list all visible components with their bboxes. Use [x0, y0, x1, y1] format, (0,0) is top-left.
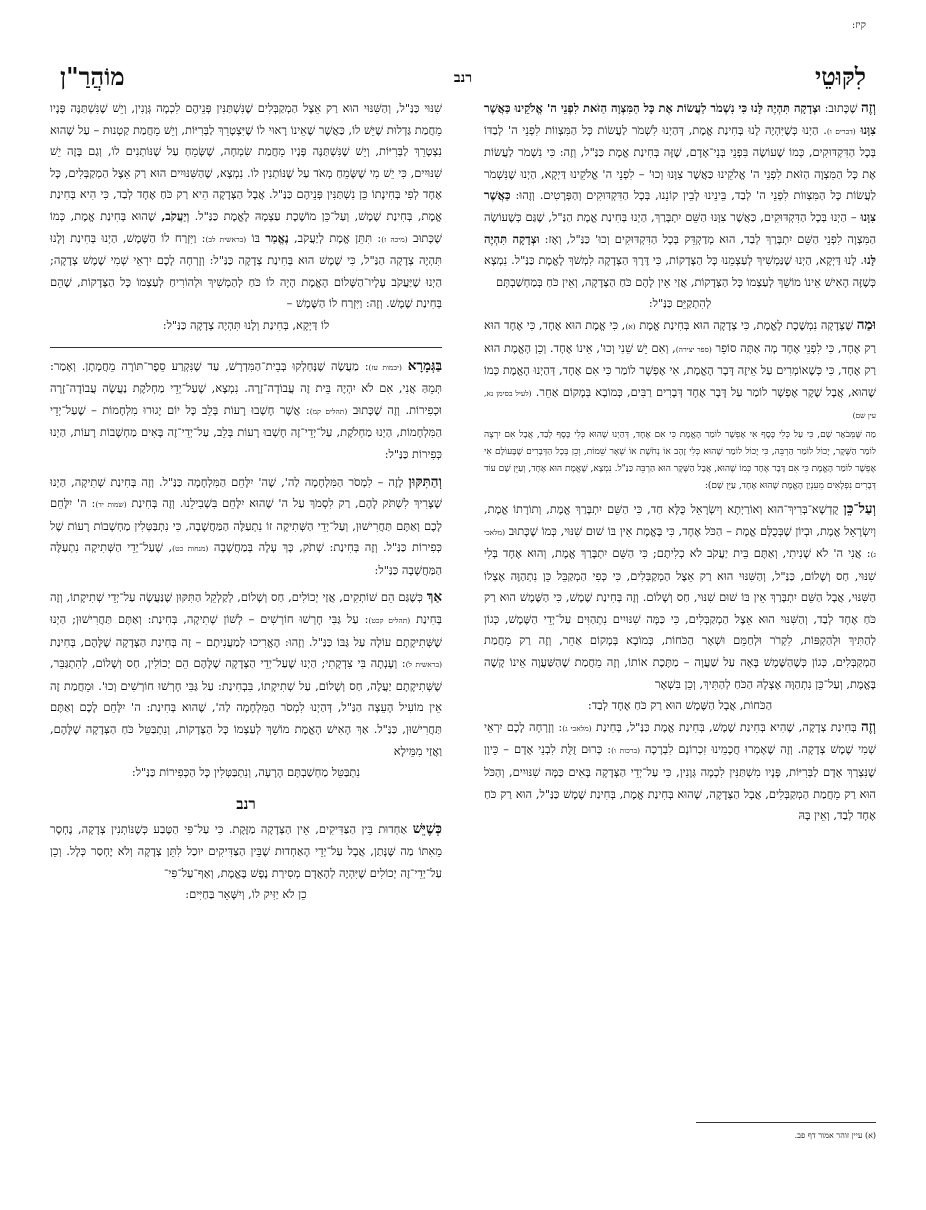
paragraph-text: : כְּרוּם זֻלֻּת לִבְנֵי אָדָם – כֵּיוָן שֶׁנִּצְרַךְ אָדָם לַבְּרִיּוֹת, פָּנָיו מִשְׁתַּנִּין לִכְמָה גְּוָנִין, כִּי עַל־יְדֵי הַצְּדָקָה בָּאִים כַּמָּה שִׁנּוּיִים, וְהַכֹּל הוּא רַק מֵחֲמַת הַמְקַבְּלִים, אֲבָל הַצְּדָקָה, שֶׁהוּא בְּחִינַת אֱמֶת, בְּחִינַת שֶׁמֶשׁ כַּנַּ"ל, הוּא רַק כֹּחַ אֶחָד לְבַד, וְאֵין בָּהּ	[484, 742, 876, 823]
verse-quote: וּצְדָקָה תִּהְיֶה לָּנוּ	[484, 231, 876, 268]
source-reference: (תהלים קכט)	[368, 616, 411, 626]
paragraph-text: : אֲשֶׁר חָשְׁבוּ רָעוֹת בְּלֵב כָּל יוֹם יָגוּרוּ מִלְחָמוֹת – שֶׁעַל־יְדֵי הַמִּלְחָמוֹת, הַיְנוּ מַחְלֹקֶת, עַל־יְדֵי־זֶה חָשְׁבוּ רָעוֹת בְּלֵב, עַל־יְדֵי־זֶה בָּאִים מַחְשָׁבוֹת רָעוֹת, הַיְנוּ כְּפִירוֹת כַּנַּ"ל:	[50, 402, 442, 461]
paragraph-text: קֻדְשָׁא־בְּרִיךְ־הוּא וְאוֹרַיְתָא וְיִשְׂרָאֵל כֻּלָּא חַד, כִּי הַשֵּׁם יִתְבָּרַךְ אֱמֶת, וְתוֹרָתוֹ אֱמֶת, וְיִשְׂרָאֵל אֱמֶת, וּבְיוֹן שֶׁבְּכֻלָּם אֱמֶת – הַכֹּל אֶחָד, כִּי בֶּאֱמֶת אֵין בּוֹ שׁוּם שִׁנּוּי, כְּמוֹ שֶׁכָּתוּב	[484, 501, 876, 538]
source-reference: (תהלים קמ)	[309, 406, 348, 416]
paragraph-text: – הַיְנוּ בְּכָל הַדִּקְדּוּקִים, כַּאֲשֶׁר צִוָּנוּ הַשֵּׁם יִתְבָּרַךְ, הַיְנוּ בְּחִינַת אֱמֶת הַנַּ"ל, שֶׁגַּם כְּשֶׁעוֹשֶׂה הַמִּצְוָה לִפְנֵי הַשֵּׁם יִתְבָּרַךְ לְבַד, הוּא מְדַקְדֵּק בְּכָל הַדִּקְדּוּקִים וְכוּ' כַּנַּ"ל, וְאָז:	[484, 209, 876, 246]
paragraph-text: . לָנוּ דַּיְקָא, הַיְנוּ שֶׁנַּמְשִׁיךְ לְעַצְמֵנוּ כָּל הַצְּדָקוֹת, כִּי דֶּרֶךְ הַצְּדָקָה לִמְשֹׁךְ לָאֱמֶת כַּנַּ"ל. נִמְצָא כְּשֶׁזֶּה הָאִישׁ אֵינוֹ מוֹשֵׁךְ לְעַצְמוֹ כָּל הַצְּדָקוֹת, אֲזַי אֵין לָהֶם כֹּחַ הַצְּדָקָה, וְאֵין כֹּחַ בְּמַחְשַׁבְתָּם	[484, 253, 876, 289]
paragraph-last-line: לוֹ דַּיְקָא, בְּחִינַת וְלָנוּ תִּהְיֶה צְדָקָה כַּנַּ"ל:	[162, 317, 330, 332]
paragraph	[50, 819, 442, 884]
paragraph-lead-word: אַךְ	[426, 589, 442, 606]
source-reference: (מנחות כט)	[172, 544, 209, 554]
paragraph-text: . הַיְנוּ כְּשֶׁיִּהְיֶה לָנוּ בְּחִינַת אֱמֶת, דְּהַיְנוּ לִשְׁמֹר לַעֲשׂוֹת כָּל הַמִּצְווֹת לִפְנֵי ה' לְבַדּוֹ בְּכָל הַדִּקְדּוּקִים, כְּמוֹ שֶׁעוֹשֶׂה בִּפְנֵי בְּנֵי־אָדָם, שֶׁזֶּה בְּחִינַת אֱמֶת כַּנַּ"ל, וְזֶה: כִּי נִשְׁמֹר לַעֲשׂוֹת אֶת כָּל הַמִּצְוָה הַזֹּאת לִפְנֵי ה' אֱלֹקֵינוּ כַּאֲשֶׁר צִוָּנוּ וְכוּ' – לִפְנֵי ה' אֱלֹקֵינוּ דַּיְקָא, הַיְנוּ שֶׁנִּשְׁמֹר לַעֲשׂוֹת כָּל הַמִּצְווֹת לִפְנֵי ה' לְבַד, בֵּינֵינוּ לְבֵין קוֹנֵנוּ, בְּכָל הַדִּקְדּוּקִים וְהַפְּרָטִים. וְזֶהוּ:	[484, 122, 876, 203]
paragraph	[50, 587, 442, 762]
paragraph-text: אַחְדוּת בֵּין הַצַּדִּיקִים, אֵין הַצְּדָקָה מַזֶּקֶת. כִּי עַל־פִּי הַטֶּבַע כְּשֶׁנּוֹתְנִין צְדָקָה, נֶחְסָר מֵאִתּוֹ מַה שֶּׁנָּתַן, אֲבָל עַל־יְדֵי הָאַחְדוּת שֶׁבֵּין הַצַּדִּיקִים יוּכַל לִתֵּן צְדָקָה וְלֹא יֶחְסַר כְּלָל. וְכֵן עַל־יְדֵי־זֶה יְכוֹלִים שֶׁיִּהְיֶה לְהָאָדָם מְסִירַת נֶפֶשׁ בֶּאֱמֶת, וְאַף־עַל־פִּי־	[50, 822, 442, 880]
paragraph-last-line: כֵן לֹא יַזִּיק לוֹ, וְיִשָּׁאֵר בַּחַיִּים:	[185, 887, 307, 902]
paragraph-text: : ה' יִלָּחֵם לָכֶם וְאַתֶּם תַּחֲרִישׁוּן, וְעַל־יְדֵי הַשְּׁתִיקָה זוֹ נִתְעַלֶּה הַמַּחֲשָׁבָה, כִּי נִתְבַּטְּלִין מַחְשְׁבוֹת רָעוֹת שֶׁל כְּפִירוֹת כַּנַּ"ל. וְזֶה בְּחִינַת: שְׁתֹק, כָּךְ עָלָה בְּמַחֲשָׁבָה	[50, 496, 442, 555]
footnote-rule	[696, 1122, 876, 1123]
section-divider	[50, 347, 442, 348]
verse-quote: כַּאֲשֶׁר צִוָּנוּ	[484, 188, 876, 224]
source-reference: (בראשית לב)	[205, 234, 247, 244]
source-reference: (שמות יד)	[95, 500, 127, 510]
paragraph-text: : וַיִּזְרַח לוֹ הַשֶּׁמֶשׁ, הַיְנוּ בְּחִינַת וְלָנוּ תִּהְיֶה צְדָקָה הַנַּ"ל, כִּי שֶׁמֶשׁ הוּא בְּחִינַת צְדָקָה כַּנַּ"ל: וְזָרְחָה לָכֶם יִרְאֵי שְׁמִי שֶׁמֶשׁ צְדָקָה; הַיְנוּ שֶׁיַּעֲקֹב עָלָיו־הַשָּׁלוֹם הָאֱמֶת הָיָה לוֹ כֹּחַ לְהַמְשִׁיךְ וּלְהוֹרִיחַ לְעַצְמוֹ כָּל הַצְּדָקוֹת, שֶׁהֵם בְּחִינַת שֶׁמֶשׁ. וְזֶה: וַיִּזְרַח לוֹ הַשֶּׁמֶשׁ –	[50, 230, 442, 311]
paragraph-last-line: נִתְבַּטֵּל מַחְשַׁבְתָּם הָרָעָה, וְנִתְבַּטְּלִין כָּל הַכְּפִירוֹת כַּנַּ"ל:	[131, 765, 361, 780]
paragraph-text: : עַל גַּבִּי חָרְשׁוּ חוֹרְשִׁים – לְשׁוֹן שְׁתִיקָה, בְּחִינַת: וְאַתֶּם תַּחֲרִישׁוּן; הַיְנוּ שֶׁשְּׁתִיקָתָם עוֹלָה עַל גַּבּוֹ כַּנַּ"ל. וְזֶהוּ: הֶאֱרִיכוּ לְמַעֲנִיתָם – זֶה בְּחִינַת הַצְּדָקָה שֶׁלָּהֶם, בְּחִינַת	[50, 612, 442, 649]
paragraph-text: : אֲנִי ה' לֹא שָׁנִיתִי, וְאַתֶּם בֵּית יַעֲקֹב לֹא כְלִיתֶם; כִּי הַשֵּׁם יִתְבָּרַךְ אֱמֶת, וְהוּא אֶחָד בְּלִי שִׁנּוּי, חַס וְשָׁלוֹם, כַּנַּ"ל, וְהַשִּׁנּוּי הוּא רַק אֵצֶל הַמְקַבְּלִים, כִּי כְּפִי הַמְקַבֵּל כֵּן נִתְהַוֶּה אֶצְלוֹ הַשִּׁנּוּי, אֲבָל הַשֵּׁם יִתְבָּרַךְ אֵין בּוֹ שׁוּם שִׁנּוּי, חַס וְשָׁלוֹם. וְזֶה בְּחִינַת שֶׁמֶשׁ, כִּי הַשֶּׁמֶשׁ הוּא רַק כֹּחַ אֶחָד לְבַד, וְהַשִּׁנּוּי הוּא אֵצֶל הַמְקַבְּלִים, כִּי כַּמָּה שִׁנּוּיִים נִתְהַוִּים עַל־יְדֵי הַשֶּׁמֶשׁ, כְּגוֹן לְהַתִּיךְ וּלְהַקְפּוֹת, לִקְרֹר וּלְחַמֵּם וּשְׁאָר הַכֹּחוֹת, כְּמוֹבָא בְּמָקוֹם אַחֵר, וְזֶה רַק מֵחֲמַת הַמְקַבְּלִים, כְּגוֹן כְּשֶׁהַשֶּׁמֶשׁ בָּאָה עַל שַׁעֲוָה – מַתֶּכֶת אוֹתוֹ, וְזֶה מֵחֲמַת שֶׁהַשַּׁעֲוָה אֵינוֹ קָשֶׁה בֶּאֱמֶת, וְעַל־כֵּן נִתְהַוָּה אֶצְלָהּ הַכֹּחַ לְהַתִּיךְ, וְכֵן בִּשְׁאָר	[484, 546, 876, 691]
source-reference: (בראשית ל)	[405, 660, 442, 670]
paragraph-lead-word: כְּשֶׁיֵּשׁ	[412, 821, 442, 838]
paragraph	[50, 98, 442, 315]
paragraph-lead-word: וְהַתִּקּוּן	[408, 473, 442, 490]
source-reference: (לעיל בסימן נא, עין שם)	[484, 388, 876, 421]
paragraph-text: שֶׁצְּדָקָה נִמְשֶׁכֶת לָאֱמֶת, כִּי צְדָקָה הוּא בְּחִינַת אֱמֶת	[635, 317, 857, 332]
paragraph-text: שֶׁהוּא בְּחִינַת אֱמֶת, כְּמוֹ שֶׁכָּתוּב	[50, 208, 442, 245]
page-number: רנב	[453, 70, 473, 86]
verse-quote: וּצְדָקָה תִּהְיֶה לָּנוּ כִּי נִשְׁמֹר לַעֲשׂוֹת אֶת כָּל הַמִּצְוָה הַזֹּאת לִפְנֵי ה' אֱלֹקֵינוּ כַּאֲשֶׁר צִוָּנוּ	[484, 101, 876, 137]
text-column-right	[484, 98, 876, 827]
source-reference: (מיכה ז)	[381, 234, 408, 244]
paragraph-text: : תִּתֵּן אֱמֶת לְיַעֲקֹב,	[288, 230, 382, 245]
paragraph	[50, 472, 442, 582]
paragraph	[484, 717, 876, 827]
section-heading: רנב	[236, 794, 256, 813]
paragraph	[50, 356, 442, 466]
paragraph-text: : וְזָרְחָה לָכֶם יִרְאֵי שְׁמִי שֶׁמֶשׁ צְדָקָה. וְזֶה שֶׁאָמְרוּ חֲכָמֵינוּ זִכְרוֹנָם לִבְרָכָה	[484, 719, 876, 757]
footnote: (א) עיין זוהר אמור דף פב.	[794, 1131, 876, 1140]
source-reference: (דברים ו)	[826, 126, 856, 136]
paragraph-text: : וְעָנְתָה בִּי צִדְקָתִי; הַיְנוּ שֶׁעַל־יְדֵי הַצְּדָקָה שֶׁלָּהֶם הֵם יְכוֹלִין, חַס וְשָׁלוֹם, לְהִתְגַּבֵּר, שֶׁשְּׁתִיקָתָם יַעֲלֶה, חַס וְשָׁלוֹם, עַל שְׁתִיקָתוֹ, בִּבְחִינַת: עַל גַּבִּי חָרְשׁוּ חוֹרְשִׁים וְכוּ'. וּמֵחֲמַת זֶה אֵין מוֹעִיל הָעֵצָה הַנַּ"ל, דְּהַיְנוּ לִמְסֹר הַמִּלְחָמָה לַה', שֶׁהוּא בְּחִינַת: ה' יִלָּחֵם לָכֶם וְאַתֶּם תַּחֲרִישׁוּן, כַּנַּ"ל. אַךְ הָאִישׁ הָאֱמֶת מוֹשֵׁךְ לְעַצְמוֹ כָּל הַצְּדָקוֹת, וְנִתְבַּטֵּל כֹּחַ הַצְּדָקָה שֶׁלָּהֶם, וַאֲזַי מִמֵּילָא	[50, 656, 442, 758]
paragraph-lead-word: בַּגְּמָרָא	[407, 357, 442, 374]
paragraph-lead-word: וְזֶה	[861, 100, 877, 116]
paragraph-text: שִׁנּוּי כַּנַּ"ל, וְהַשִּׁנּוּי הוּא רַק אֵצֶל הַמְקַבְּלִים שֶׁנִּשְׁתַּנִּין פְּנֵיהֶם לִכְמָה גְּוָנִין, וְיֵשׁ שֶׁנִּשְׁתַּנֶּה פָּנָיו מֵחֲמַת גַּדְלוּת שֶׁיֵּשׁ לוֹ, כַּאֲשֶׁר שֶׁאֵינוֹ רָאוּי לוֹ שֶׁיִּצְטָרֵךְ לַבְּרִיּוֹת, וְיֵשׁ מֵחֲמַת קַטְנוּת – עַל שֶׁהוּא נִצְטָרֵךְ לַבְּרִיּוֹת, וְיֵשׁ שֶׁנִּשְׁתַּנֶּה פָּנָיו מֵחֲמַת שִׂמְחָה, שֶׁשָּׂמֵחַ עַל שֶׁנּוֹתְנִים לוֹ, וְגַם בָּזֶה יֵשׁ שִׁנּוּיִים, כִּי יֵשׁ מִי שֶׁשָּׂמֵחַ מְאֹד עַל שֶׁנּוֹתְנִין לוֹ. נִמְצָא, שֶׁהַשִּׁנּוּיִים הוּא רַק אֵצֶל הַמְקַבְּלִים, כָּל אֶחָד לְפִי בְּחִינָתוֹ כֵּן נִשְׁתַּנִּין פְּנֵיהֶם כַּנַּ"ל. אֲבָל הַצְּדָקָה הִיא רַק כֹּחַ אֶחָד לְבַד, כִּי הִיא בְּחִינַת אֱמֶת, בְּחִינַת שֶׁמֶשׁ, וְעַל־כֵּן מוֹשֶׁכֶת עַצְמָהּ לָאֱמֶת כַּנַּ"ל.	[50, 101, 443, 223]
paragraph-text: : מַעֲשֶׂה שֶׁנֶּחְלְקוּ בְּבֵית־הַמִּדְרָשׁ, עַד שֶׁנִּקְרַע סֵפֶר־תּוֹרָה מֵחֲמָתָן. וְאָמַר: תְּמֵהַּ אֲנִי, אִם לֹא יִהְיֶה בֵּית זֶה עֲבוֹדָה־זָרָה. נִמְצָא, שֶׁעַל־יְדֵי מַחְלֹקֶת נַעֲשֶׂה עֲבוֹדָה־זָרָה וּכְפִירוֹת. וְזֶה שֶׁכָּתוּב	[50, 358, 442, 417]
source-reference: (ברכות ו)	[611, 746, 641, 756]
text-column-left	[50, 98, 442, 906]
footnote-marker: (א)	[625, 321, 636, 331]
paragraph	[484, 499, 876, 695]
source-reference: (ספר יצירה)	[675, 344, 712, 354]
paragraph-text: לָזֶה – לִמְסֹר הַמִּלְחָמָה לַה', שֶׁה' יִלָּחֵם הַמִּלְחָמָה כַּנַּ"ל. וְזֶה בְּחִינַת שְׁתִיקָה, הַיְנוּ שֶׁצָּרִיךְ לִשְׁתֹּק לָהֶם, רַק לִסְמֹךְ עַל ה' שֶׁהוּא יִלָּחֵם בִּשְׁבִילֵנוּ. וְזֶה בְּחִינַת	[50, 474, 442, 511]
paragraph-text: שֶׁכָּתוּב:	[820, 101, 862, 115]
emphasized-word: נֶאֱמַר	[265, 230, 289, 245]
paragraph-text: בְּחִינַת צְדָקָה, שֶׁהִיא בְּחִינַת שֶׁמֶשׁ, בְּחִינַת אֱמֶת כַּנַּ"ל, בְּחִינַת	[591, 719, 861, 734]
source-reference: (יבמות עז)	[368, 362, 402, 372]
running-title-right: לִקּוּטֵי	[815, 62, 866, 91]
paragraph-text: , כִּי אֱמֶת הוּא אֶחָד, כִּי אֶחָד הוּא רַק אֶחָד, כִּי לִפְנֵי אֶחָד מָה אַתָּה סוֹפֵר	[484, 317, 876, 355]
paragraph	[484, 315, 876, 427]
paragraph	[484, 98, 876, 293]
running-title-left: מוֹהֲרַ"ן	[60, 62, 125, 91]
paragraph-lead-word: וּמַה	[856, 316, 876, 333]
emphasized-word: וְיַעֲקֹב,	[161, 208, 190, 223]
page-header	[60, 20, 866, 90]
source-reference: (מלאכי ג)	[484, 527, 876, 560]
paragraph-last-line: לְהִתְקַיֵּם כַּנַּ"ל:	[648, 296, 712, 311]
inline-note: מַה שֶּׁמְּבֹאָר שָׁם, כִּי עַל כְּלִי כֶּסֶף אִי אֶפְשָׁר לוֹמַר הָאֱמֶת כִּי אִם אֶחָד, דְּהַיְנוּ שֶׁהוּא כְּלִי כֶּסֶף לְבַד, אֲבָל אִם יִרְצֶה לוֹמַר הַשֶּׁקֶר, יָכוֹל לוֹמַר הַרְבֵּה, כִּי יָכוֹל לוֹמַר שֶׁהוּא כְּלִי זָהָב אוֹ נְחֹשֶׁת אוֹ שְׁאָר שֵׁמוֹת, וְכֵן בְּכָל הַדְּבָרִים שֶׁבָּעוֹלָם אִי אֶפְשָׁר לוֹמַר הָאֱמֶת כִּי אִם דָּבָר אֶחָד כְּמוֹ שֶׁהוּא, אֲבָל הַשֶּׁקֶר הוּא הַרְבֵּה כַּנַּ"ל. נִמְצָא, שֶׁאֱמֶת הוּא אֶחָד, וְעַיֵּן שָׁם עוֹד דְּבָרִים נִפְלָאִים מֵעִנְיַן הָאֱמֶת שֶׁהוּא אֶחָד, עַיֵּן שָׁם):	[484, 429, 876, 491]
paragraph-lead-word: וְעַל־כֵּן	[843, 500, 876, 517]
paragraph-last-line: הַכֹּחוֹת, אֲבָל הַשֶּׁמֶשׁ הוּא רַק כֹּחַ אֶחָד לְבַד:	[587, 698, 773, 713]
folio-number: קיז:	[851, 20, 866, 31]
source-reference: (מלאכי ג)	[562, 723, 592, 733]
paragraph-text: , וְאִם יֵשׁ שֵׁנִי וְכוּ', אֵינוֹ אֶחָד. וְכֵן הָאֱמֶת הוּא רַק אֶחָד, כִּי כְּשֶׁאוֹמְרִים עַל אֵיזֶה דָּבָר הָאֱמֶת, אִי אֶפְשָׁר לוֹמַר כִּי אִם אֶחָד, דְּהַיְנוּ הָאֱמֶת כְּמוֹ שֶׁהוּא, אֲבָל שֶׁקֶר אֶפְשָׁר לוֹמַר עַל דָּבָר אֶחָד דְּבָרִים רַבִּים, כְּמוֹבָא בְּמָקוֹם אַחֵר.	[484, 340, 876, 399]
paragraph-text: בּוֹ	[246, 230, 266, 245]
paragraph-lead-word: וְזֶה	[861, 718, 876, 735]
paragraph-text: , שֶׁעַל־יְדֵי הַשְּׁתִיקָה נִתְעַלֶּה הַמַּחֲשָׁבָה כַּנַּ"ל:	[50, 540, 442, 577]
paragraph-text: כְּשֶׁגַּם הֵם שׁוֹתְקִים, אֲזַי יְכוֹלִים, חַס וְשָׁלוֹם, לְקַלְקֵל הַתִּקּוּן שֶׁנַּעֲשָׂה עַל־יְדֵי שְׁתִיקָתוֹ, וְזֶה בְּחִינַת	[50, 590, 442, 627]
